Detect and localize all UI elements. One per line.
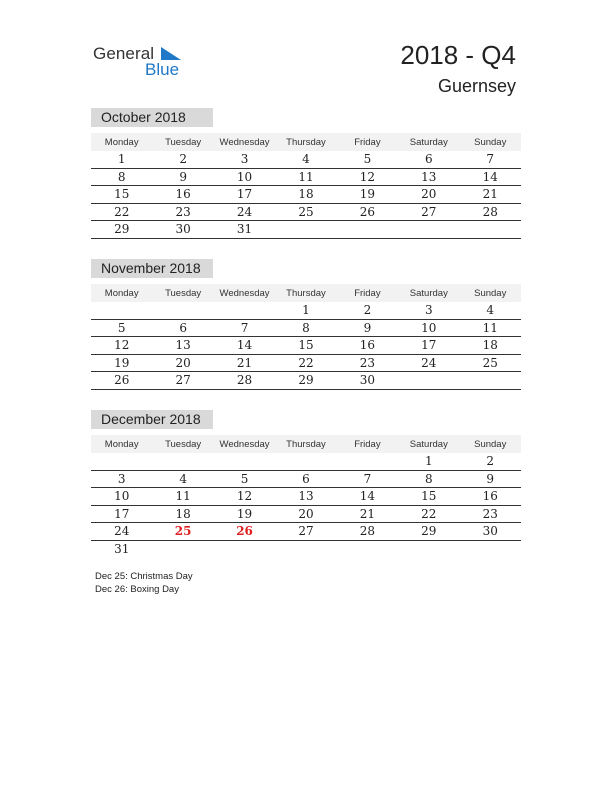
day-cell: 20 bbox=[421, 187, 437, 202]
month-label: October 2018 bbox=[91, 108, 213, 127]
day-cell: 30 bbox=[175, 222, 191, 237]
day-cell: 8 bbox=[117, 169, 126, 184]
day-cell: 28 bbox=[482, 204, 498, 219]
day-cell: 21 bbox=[482, 187, 498, 202]
holiday-day-cell: 26 bbox=[236, 524, 253, 539]
week-row bbox=[91, 151, 521, 169]
day-cell: 2 bbox=[363, 303, 372, 318]
day-cell: 4 bbox=[179, 471, 187, 486]
day-cell: 13 bbox=[421, 169, 437, 184]
week-row bbox=[91, 372, 521, 390]
week-row bbox=[91, 523, 521, 541]
weekday-label: Sunday bbox=[474, 287, 507, 299]
day-cell: 19 bbox=[236, 506, 253, 521]
day-cell: 18 bbox=[482, 338, 498, 353]
holiday-note: Dec 25: Christmas Day bbox=[95, 571, 193, 582]
day-cell: 24 bbox=[236, 204, 253, 219]
weekday-label: Monday bbox=[104, 438, 139, 450]
day-cell: 12 bbox=[114, 338, 130, 353]
day-cell: 4 bbox=[486, 303, 495, 318]
day-cell: 26 bbox=[114, 373, 130, 388]
day-cell: 18 bbox=[175, 506, 191, 521]
weekday-label: Wednesday bbox=[219, 287, 270, 299]
day-cell: 25 bbox=[298, 204, 314, 219]
day-cell: 2 bbox=[179, 152, 187, 167]
day-cell: 5 bbox=[240, 471, 249, 486]
day-cell: 9 bbox=[486, 471, 495, 486]
day-cell: 16 bbox=[175, 187, 191, 202]
week-row bbox=[91, 302, 521, 320]
day-cell: 16 bbox=[482, 489, 498, 504]
day-cell: 22 bbox=[114, 204, 130, 219]
day-cell: 24 bbox=[114, 524, 130, 539]
day-cell: 29 bbox=[298, 373, 314, 388]
month-november bbox=[91, 259, 521, 390]
week-row bbox=[91, 541, 521, 558]
weekday-label: Tuesday bbox=[165, 136, 202, 148]
day-cell: 17 bbox=[114, 506, 130, 521]
day-cell: 21 bbox=[236, 355, 253, 370]
week-row bbox=[91, 471, 521, 489]
weekday-label: Friday bbox=[354, 136, 381, 148]
day-cell: 10 bbox=[421, 320, 437, 335]
day-cell: 28 bbox=[236, 373, 253, 388]
weekday-header bbox=[91, 133, 521, 151]
weekday-label: Wednesday bbox=[219, 136, 270, 148]
day-cell: 1 bbox=[302, 303, 310, 318]
day-cell: 10 bbox=[236, 169, 253, 184]
day-cell: 6 bbox=[179, 320, 187, 335]
weekday-label: Tuesday bbox=[165, 438, 202, 450]
day-cell: 16 bbox=[359, 338, 376, 353]
day-cell: 12 bbox=[236, 489, 253, 504]
day-cell: 18 bbox=[298, 187, 314, 202]
day-cell: 3 bbox=[240, 152, 249, 167]
day-cell: 23 bbox=[175, 204, 191, 219]
month-december bbox=[91, 410, 521, 557]
day-cell: 17 bbox=[421, 338, 437, 353]
day-cell: 6 bbox=[302, 471, 310, 486]
day-cell: 20 bbox=[298, 506, 314, 521]
weekday-label: Saturday bbox=[409, 136, 448, 148]
day-cell: 25 bbox=[482, 355, 498, 370]
week-row bbox=[91, 337, 521, 355]
weekday-label: Saturday bbox=[409, 438, 448, 450]
day-cell: 5 bbox=[117, 320, 126, 335]
weekday-label: Sunday bbox=[474, 136, 507, 148]
week-row bbox=[91, 355, 521, 373]
holiday-notes bbox=[95, 570, 193, 596]
month-label: December 2018 bbox=[91, 410, 213, 429]
weekday-label: Wednesday bbox=[219, 438, 270, 450]
day-cell: 27 bbox=[298, 524, 314, 539]
day-cell: 22 bbox=[298, 355, 314, 370]
weekday-label: Monday bbox=[104, 287, 139, 299]
day-cell: 26 bbox=[359, 204, 376, 219]
day-cell: 8 bbox=[425, 471, 433, 486]
day-cell: 15 bbox=[298, 338, 314, 353]
weekday-label: Thursday bbox=[286, 287, 326, 299]
week-row bbox=[91, 320, 521, 338]
day-cell: 22 bbox=[421, 506, 437, 521]
day-cell: 14 bbox=[482, 169, 498, 184]
day-cell: 27 bbox=[175, 373, 191, 388]
day-cell: 24 bbox=[421, 355, 437, 370]
week-row bbox=[91, 221, 521, 239]
day-cell: 21 bbox=[359, 506, 376, 521]
day-cell: 9 bbox=[179, 169, 187, 184]
day-cell: 29 bbox=[421, 524, 437, 539]
day-cell: 1 bbox=[117, 152, 126, 167]
day-cell: 13 bbox=[175, 338, 191, 353]
weekday-header bbox=[91, 284, 521, 302]
day-cell: 8 bbox=[302, 320, 310, 335]
day-cell: 3 bbox=[425, 303, 433, 318]
weekday-label: Friday bbox=[354, 287, 381, 299]
day-cell: 31 bbox=[114, 541, 130, 556]
day-cell: 6 bbox=[425, 152, 433, 167]
weekday-label: Thursday bbox=[286, 136, 326, 148]
day-cell: 14 bbox=[359, 489, 376, 504]
day-cell: 14 bbox=[236, 338, 253, 353]
day-cell: 1 bbox=[425, 454, 433, 469]
day-cell: 4 bbox=[302, 152, 310, 167]
week-row bbox=[91, 506, 521, 524]
day-cell: 27 bbox=[421, 204, 437, 219]
holiday-note: Dec 26: Boxing Day bbox=[95, 584, 179, 595]
day-cell: 15 bbox=[421, 489, 437, 504]
weekday-label: Sunday bbox=[474, 438, 507, 450]
weekday-label: Saturday bbox=[409, 287, 448, 299]
day-cell: 9 bbox=[363, 320, 372, 335]
logo-text-general: General bbox=[93, 44, 155, 63]
day-cell: 2 bbox=[486, 454, 495, 469]
week-row bbox=[91, 453, 521, 471]
generalblue-logo bbox=[93, 44, 193, 78]
week-row bbox=[91, 488, 521, 506]
day-cell: 10 bbox=[114, 489, 130, 504]
logo-text-blue: Blue bbox=[145, 60, 180, 79]
day-cell: 12 bbox=[359, 169, 376, 184]
day-cell: 17 bbox=[236, 187, 253, 202]
weekday-label: Tuesday bbox=[165, 287, 202, 299]
day-cell: 28 bbox=[359, 524, 376, 539]
day-cell: 23 bbox=[359, 355, 376, 370]
day-cell: 30 bbox=[359, 373, 376, 388]
day-cell: 20 bbox=[175, 355, 191, 370]
day-cell: 29 bbox=[114, 222, 130, 237]
day-cell: 11 bbox=[482, 320, 498, 335]
week-row bbox=[91, 204, 521, 222]
weekday-label: Monday bbox=[104, 136, 139, 148]
page-title: 2018 - Q4 bbox=[400, 40, 516, 70]
month-label: November 2018 bbox=[91, 259, 213, 278]
day-cell: 5 bbox=[363, 152, 372, 167]
week-row bbox=[91, 186, 521, 204]
day-cell: 11 bbox=[175, 489, 191, 504]
day-cell: 7 bbox=[486, 152, 495, 167]
day-cell: 11 bbox=[298, 169, 314, 184]
country-name: Guernsey bbox=[437, 76, 516, 96]
day-cell: 15 bbox=[114, 187, 130, 202]
day-cell: 7 bbox=[240, 320, 249, 335]
holiday-day-cell: 25 bbox=[174, 524, 192, 539]
weekday-label: Friday bbox=[354, 438, 381, 450]
day-cell: 3 bbox=[117, 471, 126, 486]
day-cell: 31 bbox=[236, 222, 253, 237]
weekday-header bbox=[91, 435, 521, 453]
day-cell: 23 bbox=[482, 506, 498, 521]
day-cell: 19 bbox=[359, 187, 376, 202]
month-october bbox=[91, 108, 521, 239]
logo-triangle-icon bbox=[161, 47, 183, 63]
week-row bbox=[91, 169, 521, 187]
day-cell: 7 bbox=[363, 471, 372, 486]
day-cell: 30 bbox=[482, 524, 498, 539]
weekday-label: Thursday bbox=[286, 438, 326, 450]
day-cell: 13 bbox=[298, 489, 314, 504]
day-cell: 19 bbox=[114, 355, 130, 370]
